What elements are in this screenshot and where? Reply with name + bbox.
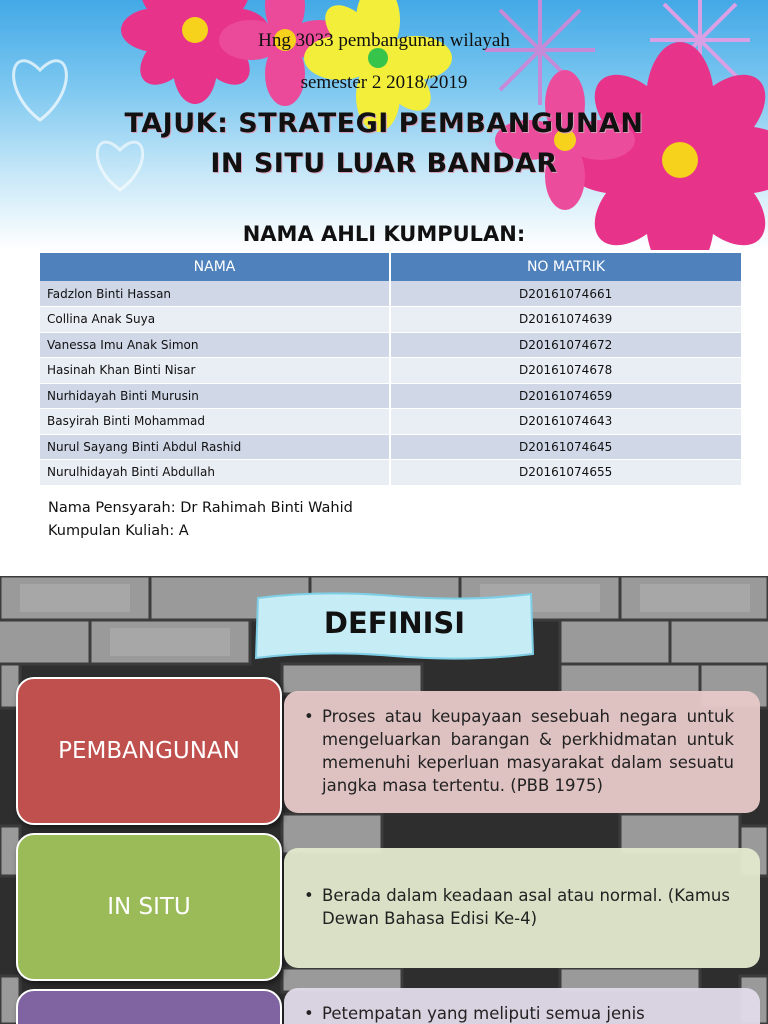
definition-text: Proses atau keupayaan sesebuah negara untuk mengeluarkan barangan & perkhidmatan untuk memenuhi keperluan masyarakat dalam sesuatu jangka masa tertentu. (PBB 1975): [322, 707, 734, 795]
floral-banner: [0, 0, 768, 250]
member-matrik: D20161074639: [390, 307, 741, 333]
column-header-matrik: NO MATRIK: [390, 253, 741, 281]
member-matrik: D20161074655: [390, 460, 741, 486]
members-table: [40, 253, 741, 486]
member-name: Fadzlon Binti Hassan: [40, 281, 390, 307]
table-row: [40, 332, 741, 358]
table-row: [40, 409, 741, 435]
member-matrik: D20161074643: [390, 409, 741, 435]
table-row: [40, 460, 741, 486]
term-box-pembangunan: PEMBANGUNAN: [16, 677, 282, 825]
table-header-row: [40, 253, 741, 281]
definition-pembangunan: [284, 691, 760, 813]
slide-title-line2: IN SITU LUAR BANDAR: [210, 148, 558, 179]
table-row: [40, 383, 741, 409]
member-matrik: D20161074678: [390, 358, 741, 384]
member-name: Nurhidayah Binti Murusin: [40, 383, 390, 409]
definition-luar-bandar: [284, 988, 760, 1024]
course-code: Hng 3033 pembangunan wilayah: [258, 30, 510, 51]
member-name: Vanessa Imu Anak Simon: [40, 332, 390, 358]
member-matrik: D20161074672: [390, 332, 741, 358]
table-row: [40, 307, 741, 333]
table-row: [40, 434, 741, 460]
definition-slide: [0, 576, 768, 1024]
term-box-in-situ: IN SITU: [16, 833, 282, 981]
definition-text: Petempatan yang meliputi semua jenis: [322, 1004, 645, 1023]
member-name: Nurulhidayah Binti Abdullah: [40, 460, 390, 486]
lecture-group: Kumpulan Kuliah: A: [48, 523, 189, 539]
slide-title-line1: TAJUK: STRATEGI PEMBANGUNAN: [124, 108, 644, 139]
column-header-name: NAMA: [40, 253, 390, 281]
member-name: Basyirah Binti Mohammad: [40, 409, 390, 435]
definition-heading: DEFINISI: [323, 606, 466, 640]
member-matrik: D20161074645: [390, 434, 741, 460]
definition-text: Berada dalam keadaan asal atau normal. (Kamus Dewan Bahasa Edisi Ke-4): [322, 886, 730, 928]
lecturer-name: Nama Pensyarah: Dr Rahimah Binti Wahid: [48, 500, 353, 516]
members-heading: NAMA AHLI KUMPULAN:: [242, 222, 526, 246]
table-row: [40, 358, 741, 384]
bullet-icon: •: [304, 707, 314, 726]
definition-in-situ: [284, 848, 760, 968]
member-name: Hasinah Khan Binti Nisar: [40, 358, 390, 384]
bullet-icon: •: [304, 886, 314, 905]
member-name: Collina Anak Suya: [40, 307, 390, 333]
term-box-luar-bandar: [16, 989, 282, 1024]
bullet-icon: •: [304, 1004, 314, 1023]
semester: semester 2 2018/2019: [300, 72, 468, 93]
table-row: [40, 281, 741, 307]
member-matrik: D20161074661: [390, 281, 741, 307]
member-name: Nurul Sayang Binti Abdul Rashid: [40, 434, 390, 460]
member-matrik: D20161074659: [390, 383, 741, 409]
